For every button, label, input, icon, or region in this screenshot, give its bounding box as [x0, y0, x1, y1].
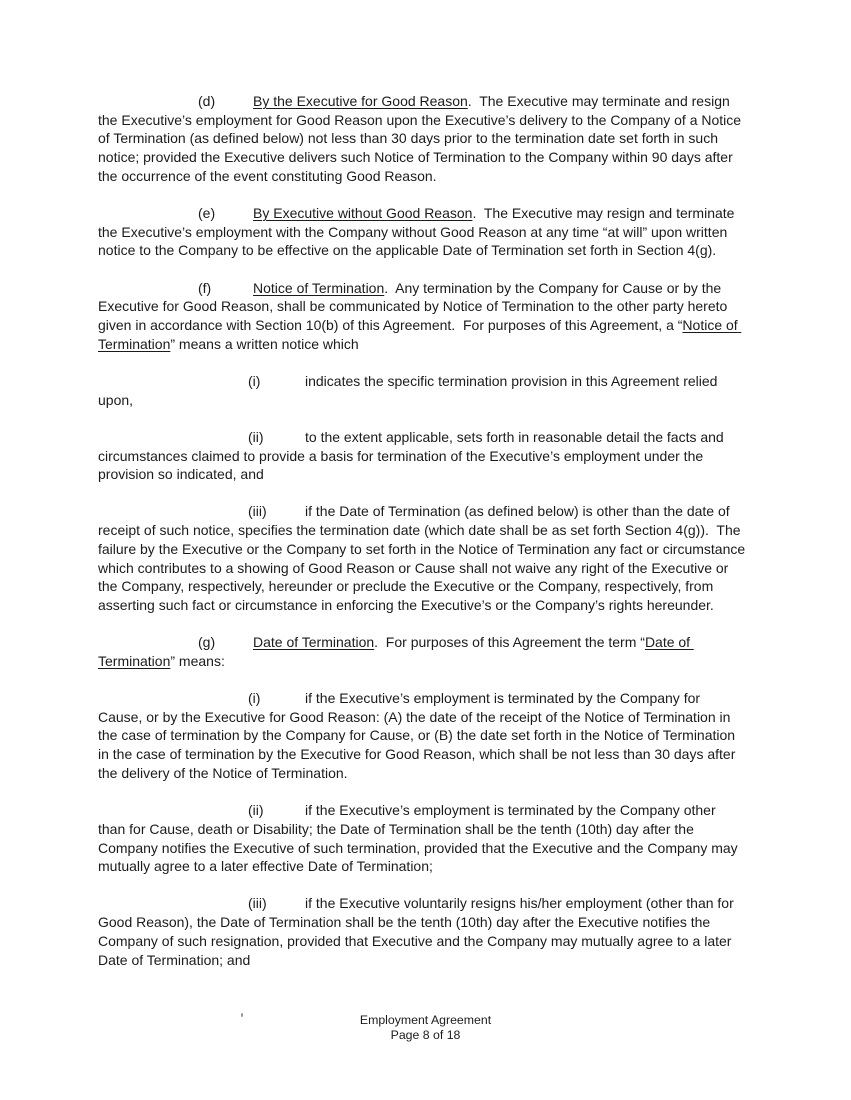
paragraph-label: (ii) — [248, 802, 264, 819]
document-body — [98, 92, 750, 988]
paragraph-text: if the Executive’s employment is terminated by the Company other than for Cause, death or Disability; the Date of Termination shall be the tenth (10th) day after the Company notifies the Executive of such termination, provided that the Executive and the Company may mutually agree to a later effective Date of Termination; — [98, 802, 742, 875]
footer-page-number: Page 8 of 18 — [390, 1028, 461, 1043]
underlined-term: Notice of Termination — [253, 279, 385, 296]
paragraph-label: (g) — [198, 634, 216, 651]
paragraph-iii-9 — [98, 894, 746, 969]
paragraph-label: (d) — [198, 93, 216, 109]
page-footer — [0, 1013, 851, 1044]
paragraph-label: (ii) — [248, 428, 264, 445]
paragraph-text: if the Executive’s employment is terminated by the Company for Cause, or by the Executive for Good Reason: (A) the date of the receipt of the Notice of Termination in the case of termination by the Company for Cause, or (B) the date set forth in the Notice of Termination in the case of termination by the Executive for Good Reason, which shall be not less than 30 days after the delivery of the Notice of Termination. — [98, 690, 740, 781]
paragraph-text: . The Executive may terminate and resign the Executive’s employment for Good Reason upon the Executive’s delivery to the Company of a Notice of Termination (as defined below) not less than 30 days prior to the termination date set forth in such notice; provided the Executive delivers such Notice of Termination to the Company within 90 days after the occurrence of the event constituting Good Reason. — [98, 93, 745, 184]
paragraph-text: . Any termination by the Company for Cause or by the Executive for Good Reason, shall be communicated by Notice of Termination to the other party hereto given in accordance with Section 10(b) of this Agreement. For purposes of this Agreement, a “ — [98, 279, 732, 334]
paragraph-text: if the Executive voluntarily resigns his/her employment (other than for Good Reason), the Date of Termination shall be the tenth (10th) day after the Executive notifies the Company of such resignation, provided that Executive and the Company may mutually agree to a later Date of Termination; and — [98, 895, 738, 968]
paragraph-text: to the extent applicable, sets forth in reasonable detail the facts and circumstances claimed to provide a basis for termination of the Executive’s employment under the provision so indicated, and — [98, 428, 728, 483]
paragraph-text: if the Date of Termination (as defined below) is other than the date of receipt of such notice, specifies the termination date (which date shall be as set forth Section 4(g)). The failure by the Executive or the Company to set forth in the Notice of Termination any fact or circumstance which contributes to a showing of Good Reason or Cause shall not waive any right of the Executive or the Company, respectively, hereunder or preclude the Executive or the Company, respectively, from asserting such fact or circumstance in enforcing the Executive’s or the Company’s rights hereunder. — [98, 503, 750, 613]
paragraph-label: (i) — [248, 372, 261, 389]
paragraph-label: (iii) — [248, 895, 267, 912]
paragraph-label: (e) — [198, 205, 216, 222]
underlined-term: Date of Termination — [98, 634, 694, 669]
underlined-term: By Executive without Good Reason — [253, 205, 473, 222]
paragraph-label: (iii) — [248, 503, 267, 520]
footer-doc-title: Employment Agreement — [359, 1013, 492, 1027]
underlined-term: Notice of Termination — [98, 317, 742, 352]
paragraph-d-0 — [98, 92, 746, 186]
underlined-term: By the Executive for Good Reason — [253, 93, 468, 109]
paragraph-text: ” means a written notice which — [170, 335, 359, 352]
paragraph-g-6 — [98, 633, 746, 670]
paragraph-text: . The Executive may resign and terminate the Executive’s employment with the Company without Good Reason at any time “at will” upon written notice to the Company to be effective on the applicable Date of Termination set forth in Section 4(g). — [98, 205, 739, 259]
paragraph-ii-8 — [98, 801, 746, 876]
paragraph-ii-4 — [98, 428, 746, 484]
paragraph-label: (i) — [248, 690, 261, 707]
paragraph-f-2 — [98, 279, 746, 354]
underlined-term: Date of Termination — [253, 634, 375, 651]
paragraph-i-3 — [98, 372, 746, 409]
paragraph-text: indicates the specific termination provision in this Agreement relied upon, — [98, 372, 722, 408]
paragraph-text: ” means: — [170, 652, 225, 669]
paragraph-iii-5 — [98, 502, 750, 614]
paragraph-text: . For purposes of this Agreement the term “ — [374, 634, 645, 651]
paragraph-i-7 — [98, 689, 746, 783]
paragraph-e-1 — [98, 204, 746, 260]
paragraph-label: (f) — [198, 279, 212, 296]
